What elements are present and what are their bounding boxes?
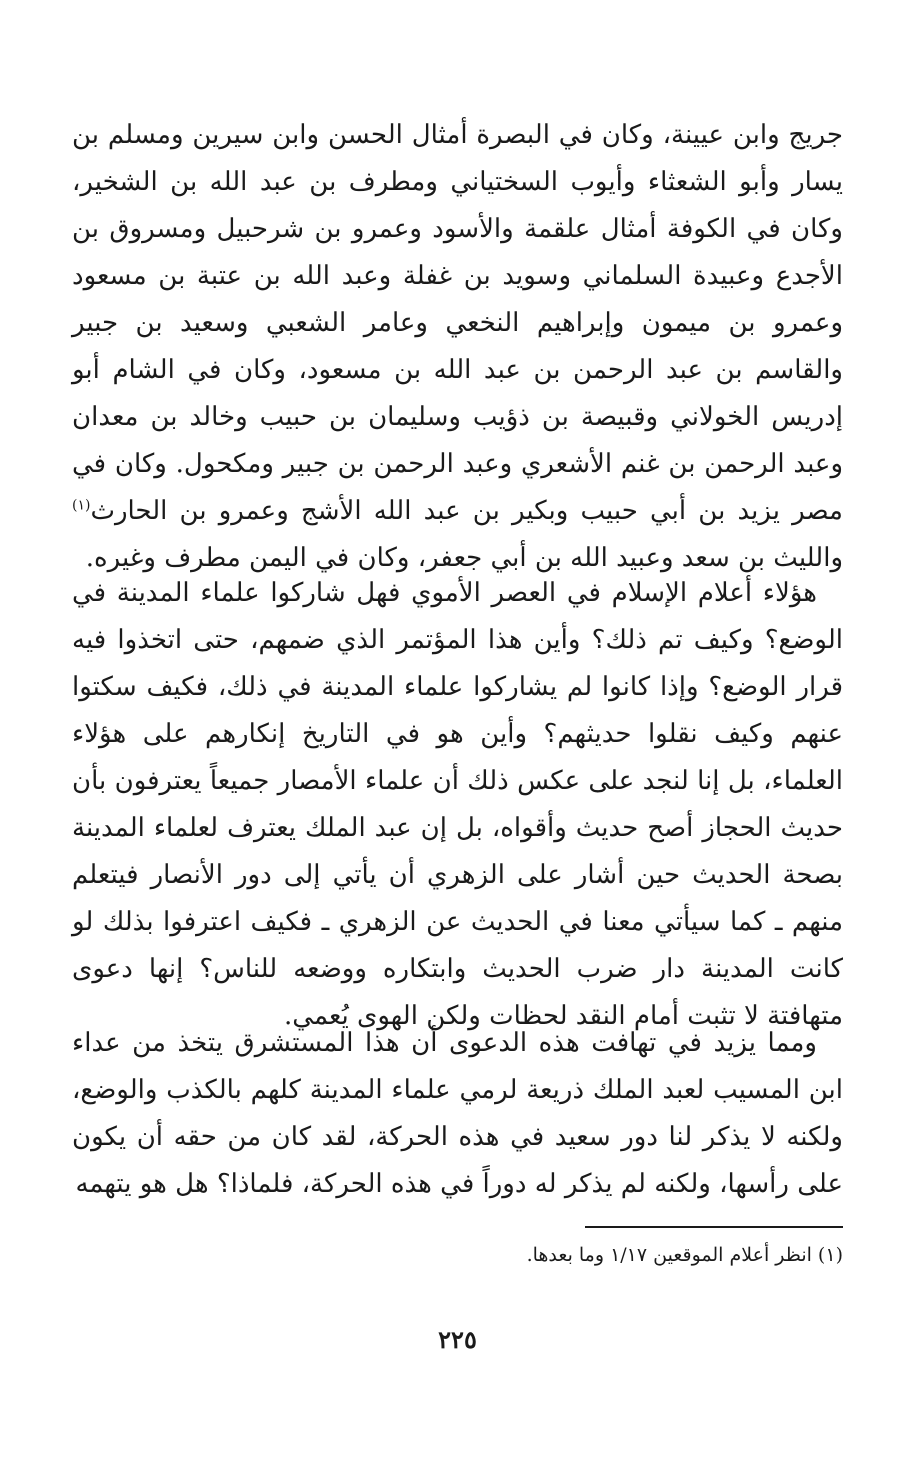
paragraph-2 [72,570,843,1040]
paragraph-2-text: هؤلاء أعلام الإسلام في العصر الأموي فهل شاركوا علماء المدينة في الوضع؟ وكيف تم ذلك؟ وأين هذا المؤتمر الذي ضمهم، حتى اتخذوا فيه قرار الوضع؟ وإذا كانوا لم يشاركوا علماء المدينة في ذلك، فكيف سكتوا عنهم وكيف نقلوا حديثهم؟ وأين هو في التاريخ إنكارهم على هؤلاء العلماء، بل إنا لنجد على عكس ذلك أن علماء الأمصار جميعاً يعترفون بأن حديث الحجاز أصح حديث وأقواه، بل إن عبد الملك يعترف لعلماء المدينة بصحة الحديث حين أشار على الزهري أن يأتي إلى دور الأنصار فيتعلم منهم ـ كما سيأتي معنا في الحديث عن الزهري ـ فكيف اعترفوا بذلك لو كانت المدينة دار ضرب الحديث وابتكاره ووضعه للناس؟ إنها دعوى متهافتة لا تثبت أمام النقد لحظات ولكن الهوى يُعمي. [72,578,843,1031]
paragraph-3-text: ومما يزيد في تهافت هذه الدعوى أن هذا المستشرق يتخذ من عداء ابن المسيب لعبد الملك ذريعة لرمي علماء المدينة كلهم بالكذب والوضع، ولكنه لا يذكر لنا دور سعيد في هذه الحركة، لقد كان من حقه أن يكون على رأسها، ولكنه لم يذكر له دوراً في هذه الحركة، فلماذا؟ هل هو يتهمه [72,1028,843,1199]
paragraph-3 [72,1020,843,1208]
footnote-divider [585,1226,843,1228]
paragraph-1-tail: والليث بن سعد وعبيد الله بن أبي جعفر، وكان في اليمن مطرف وغيره. [85,543,843,573]
paragraph-1 [72,112,843,582]
footnote-reference: (١) [72,497,91,514]
page-number: ٢٢٥ [438,1325,477,1354]
paragraph-1-text: جريج وابن عيينة، وكان في البصرة أمثال الحسن وابن سيرين ومسلم بن يسار وأبو الشعثاء وأيوب السختياني ومطرف بن عبد الله بن الشخير، وكان في الكوفة أمثال علقمة والأسود وعمرو بن شرحبيل ومسروق بن الأجدع وعبيدة السلماني وسويد بن غفلة وعبد الله بن عتبة بن مسعود وعمرو بن ميمون وإبراهيم النخعي وعامر الشعبي وسعيد بن جبير والقاسم بن عبد الرحمن بن عبد الله بن مسعود، وكان في الشام أبو إدريس الخولاني وقبيصة بن ذؤيب وسليمان بن حبيب وخالد بن معدان وعبد الرحمن بن غنم الأشعري وعبد الرحمن بن جبير ومكحول. وكان في مصر يزيد بن أبي حبيب وبكير بن عبد الله الأشج وعمرو بن الحارث [72,120,843,526]
footnote: (١) انظر أعلام الموقعين ١/١٧ وما بعدها. [526,1244,843,1266]
